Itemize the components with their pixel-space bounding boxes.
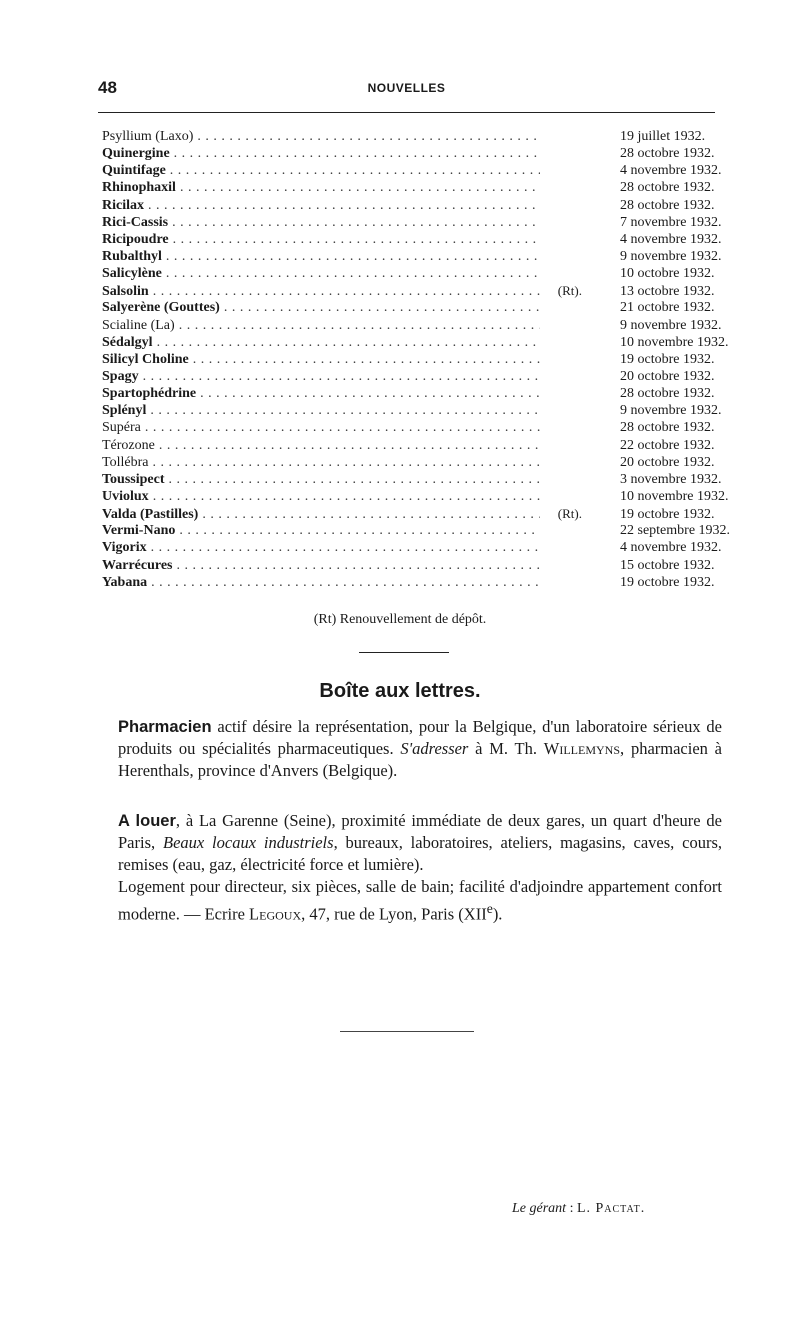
deposit-date: 20 octobre 1932.	[620, 454, 715, 470]
running-head: NOUVELLES	[367, 81, 446, 95]
registration-list	[102, 128, 731, 591]
list-item	[102, 385, 722, 402]
product-name: Rubalthyl	[102, 248, 162, 264]
product-name: Ricilax	[102, 197, 144, 213]
deposit-date: 28 octobre 1932.	[620, 197, 715, 213]
dot-leader	[172, 214, 540, 231]
list-item	[102, 454, 722, 471]
deposit-date: 28 octobre 1932.	[620, 180, 715, 196]
list-item	[102, 145, 722, 162]
list-item	[102, 334, 729, 351]
page-number: 48	[98, 78, 117, 97]
list-item	[102, 197, 722, 214]
list-item	[102, 471, 722, 488]
deposit-date: 22 septembre 1932.	[620, 523, 731, 539]
list-item	[102, 351, 722, 368]
deposit-date: 19 octobre 1932.	[620, 507, 715, 523]
dot-leader	[197, 128, 540, 145]
product-name: Yabana	[102, 574, 148, 590]
product-name: Térozone	[102, 437, 155, 453]
product-name: Uviolux	[102, 488, 149, 504]
bottom-divider	[340, 1031, 474, 1032]
ad-pharmacien: Pharmacien actif désire la représentation, pour la Belgique, d'un laboratoire sérieux de produits ou spécialités pharmaceutiques. S'adresser à M. Th. Willemyns, pharmacien à Herenthals, province d'Anvers (Belgique).	[118, 717, 723, 780]
deposit-date: 20 octobre 1932.	[620, 368, 715, 384]
list-item	[102, 437, 722, 454]
section-divider	[359, 652, 449, 653]
dot-leader	[224, 299, 540, 316]
dot-leader	[179, 522, 540, 539]
list-item	[102, 248, 722, 265]
product-name: Vermi-Nano	[102, 523, 176, 539]
product-name: Psyllium (Laxo)	[102, 129, 194, 144]
dot-leader	[151, 574, 540, 591]
dot-leader	[173, 231, 540, 248]
ad-a-louer: A louer, à La Garenne (Seine), proximité immédiate de deux gares, un quart d'heure de Paris, Beaux locaux industriels, bureaux, laboratoires, ateliers, magasins, caves, cours, remises (eau, gaz, électricité force et lumière).	[118, 811, 723, 874]
product-name: Silicyl Choline	[102, 351, 189, 367]
product-name: Rhinophaxil	[102, 180, 176, 196]
dot-leader	[174, 145, 540, 162]
product-name: Salicylène	[102, 266, 162, 282]
list-item	[102, 179, 722, 196]
product-name: Splényl	[102, 403, 147, 419]
renewal-mark: (Rt).	[557, 283, 582, 299]
product-name: Sédalgyl	[102, 334, 153, 350]
signature: Le gérant : L. Pactat.	[512, 1201, 646, 1216]
product-name: Scialine (La)	[102, 317, 175, 333]
deposit-date: 19 juillet 1932.	[620, 129, 706, 144]
ad-logement: Logement pour directeur, six pièces, salle de bain; facilité d'adjoindre appartement confort moderne. — Ecrire Legoux, 47, rue de Lyon, Paris (XIIe).	[118, 877, 722, 924]
deposit-date: 21 octobre 1932.	[620, 300, 715, 316]
dot-leader	[157, 334, 540, 351]
deposit-date: 19 octobre 1932.	[620, 574, 715, 590]
dot-leader	[153, 488, 540, 505]
contact-name: Willemyns	[543, 739, 621, 758]
list-item	[102, 539, 722, 556]
deposit-date: 10 octobre 1932.	[620, 266, 715, 282]
deposit-date: 28 octobre 1932.	[620, 146, 715, 162]
list-item	[102, 162, 722, 179]
deposit-date: 3 novembre 1932.	[620, 471, 722, 487]
dot-leader	[150, 402, 540, 419]
deposit-date: 10 novembre 1932.	[620, 334, 729, 350]
deposit-date: 19 octobre 1932.	[620, 351, 715, 367]
header-rule	[98, 112, 715, 113]
deposit-date: 9 novembre 1932.	[620, 317, 722, 333]
list-item	[102, 368, 722, 385]
renewal-mark: (Rt).	[557, 506, 582, 522]
product-name: Toussipect	[102, 471, 165, 487]
deposit-date: 15 octobre 1932.	[620, 557, 715, 573]
deposit-date: 7 novembre 1932.	[620, 214, 722, 230]
dot-leader	[152, 454, 540, 471]
list-item	[102, 557, 722, 574]
page-header	[98, 78, 715, 102]
product-name: Tollébra	[102, 454, 149, 470]
ad-lead: Pharmacien	[118, 718, 212, 736]
product-name: Salsolin	[102, 284, 149, 300]
dot-leader	[180, 179, 540, 196]
list-item	[102, 265, 722, 282]
dot-leader	[177, 557, 541, 574]
product-name: Quinergine	[102, 146, 170, 162]
list-item	[102, 282, 722, 299]
product-name: Warrécures	[102, 557, 173, 573]
product-name: Supéra	[102, 420, 141, 436]
dot-leader	[148, 197, 540, 214]
product-name: Rici-Cassis	[102, 214, 169, 230]
deposit-date: 4 novembre 1932.	[620, 540, 722, 556]
deposit-date: 28 octobre 1932.	[620, 420, 715, 436]
dot-leader	[151, 539, 540, 556]
signature-label: Le gérant	[512, 1201, 567, 1216]
dot-leader	[166, 248, 540, 265]
dot-leader	[193, 351, 540, 368]
deposit-date: 9 novembre 1932.	[620, 403, 722, 419]
deposit-date: 4 novembre 1932.	[620, 163, 722, 179]
product-name: Quintifage	[102, 163, 166, 179]
list-item	[102, 231, 722, 248]
product-name: Spagy	[102, 368, 139, 384]
list-item	[102, 505, 722, 522]
signature-name: L. Pactat.	[576, 1201, 646, 1216]
legend-note: (Rt) Renouvellement de dépôt.	[313, 612, 487, 627]
list-item	[102, 522, 731, 539]
dot-leader	[143, 368, 540, 385]
product-name: Salyerène (Gouttes)	[102, 300, 220, 316]
deposit-date: 13 octobre 1932.	[620, 284, 715, 300]
product-name: Valda (Pastilles)	[102, 507, 199, 523]
list-item	[102, 419, 722, 436]
list-item	[102, 402, 722, 419]
section-title: Boîte aux lettres.	[319, 680, 481, 702]
contact-name: Legoux	[249, 904, 302, 924]
product-name: Spartophédrine	[102, 386, 197, 402]
deposit-date: 9 novembre 1932.	[620, 248, 722, 264]
list-item	[102, 299, 722, 316]
product-name: Vigorix	[102, 540, 147, 556]
product-name: Ricipoudre	[102, 231, 169, 247]
dot-leader	[200, 385, 540, 402]
deposit-date: 22 octobre 1932.	[620, 437, 715, 453]
list-item	[102, 574, 722, 591]
deposit-date: 4 novembre 1932.	[620, 231, 722, 247]
list-item	[102, 317, 722, 334]
list-item	[102, 128, 722, 145]
dot-leader	[169, 471, 540, 488]
list-item	[102, 214, 722, 231]
dot-leader	[202, 506, 540, 523]
deposit-date: 10 novembre 1932.	[620, 488, 729, 504]
dot-leader	[153, 283, 540, 300]
list-item	[102, 488, 729, 505]
dot-leader	[159, 437, 540, 454]
ad-lead: A louer	[118, 812, 176, 830]
dot-leader	[145, 419, 540, 436]
dot-leader	[166, 265, 540, 282]
dot-leader	[170, 162, 540, 179]
deposit-date: 28 octobre 1932.	[620, 386, 715, 402]
dot-leader	[179, 317, 540, 334]
